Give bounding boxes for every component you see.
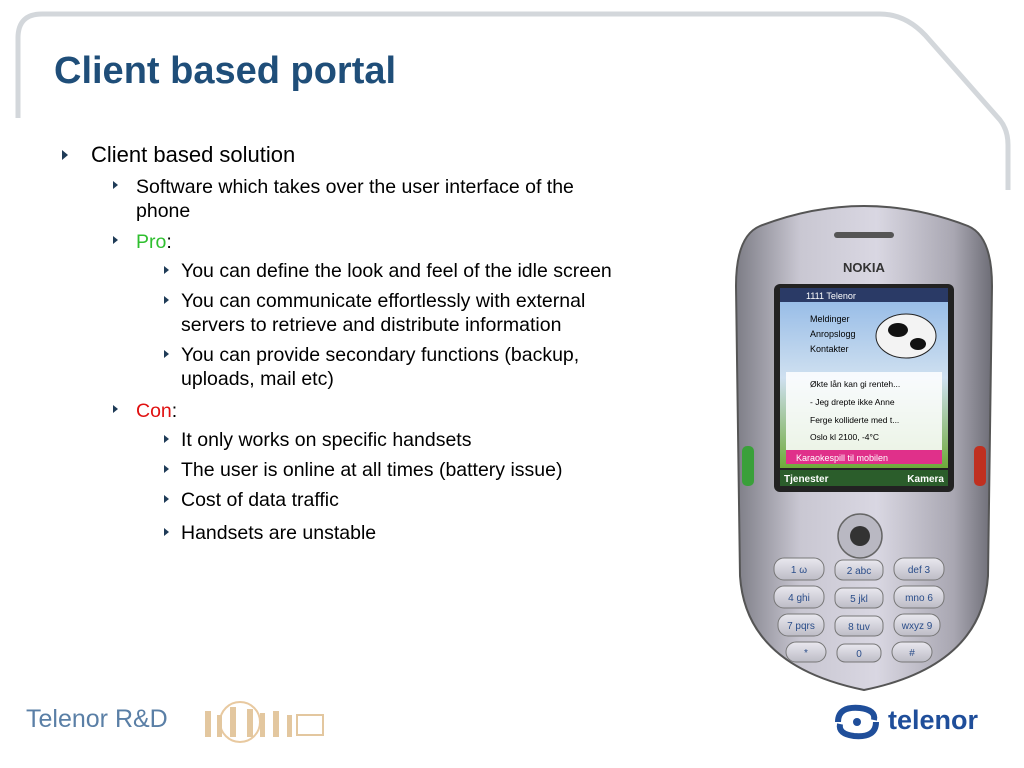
phone-news-item: Ferge kolliderte med t... <box>810 415 900 425</box>
phone-key: 8 tuv <box>848 622 870 633</box>
pro-heading <box>136 230 172 254</box>
bullet-arrow-icon <box>113 405 118 413</box>
footer-telenor-logo <box>888 705 978 736</box>
con-colon: : <box>171 400 178 422</box>
pro-item: servers to retrieve and distribute information <box>181 314 562 336</box>
con-heading <box>136 399 177 423</box>
bullet-client-based-solution: Client based solution <box>91 142 296 167</box>
phone-key: # <box>909 648 915 659</box>
phone-status: 1111 Telenor <box>806 291 856 301</box>
phone-key: 7 pqrs <box>787 621 815 632</box>
pro-label: Pro <box>136 231 167 253</box>
footer-telenor-rd-logo <box>26 705 168 734</box>
phone-softkey-right: Kamera <box>907 474 944 485</box>
pro-item: You can provide secondary functions (backup, <box>181 344 580 366</box>
phone-news-item: Økte lån kan gi renteh... <box>810 379 901 389</box>
bullet-arrow-icon <box>164 495 169 503</box>
phone-key: * <box>804 648 808 659</box>
bullet-arrow-icon <box>62 150 68 160</box>
phone-news-item: - Jeg drepte ikke Anne <box>810 397 895 407</box>
bullet-software-line1: Software which takes over the user interface of the <box>136 176 574 198</box>
pro-item: uploads, mail etc) <box>181 368 334 390</box>
footer-right-brand: telenor <box>888 705 979 735</box>
telenor-logo-icon <box>830 702 884 742</box>
phone-key: 2 abc <box>846 566 872 577</box>
con-item: It only works on specific handsets <box>181 429 472 451</box>
phone-key: wxyz 9 <box>901 621 933 632</box>
bullet-arrow-icon <box>164 435 169 443</box>
phone-softkey-left: Tjenester <box>784 474 829 485</box>
bullet-software-line2: phone <box>136 200 191 222</box>
bullet-arrow-icon <box>164 528 169 536</box>
phone-news-item: Oslo kl 2100, -4°C <box>810 432 880 442</box>
nokia-phone-image <box>730 196 998 692</box>
phone-menu-item: Anropslogg <box>810 329 856 339</box>
bullet-arrow-icon <box>113 236 118 244</box>
con-item: The user is online at all times (battery issue) <box>181 459 563 481</box>
bullet-arrow-icon <box>164 266 169 274</box>
footer-left-brand: Telenor R&D <box>26 705 168 733</box>
phone-menu-item: Meldinger <box>810 314 850 324</box>
footer-decoration-icon <box>185 697 325 747</box>
con-label: Con <box>136 400 172 422</box>
phone-key: 1 ω <box>790 565 808 576</box>
bullet-arrow-icon <box>164 296 169 304</box>
phone-menu-item: Kontakter <box>810 344 849 354</box>
page-title: Client based portal <box>54 50 397 92</box>
phone-key: 0 <box>856 649 862 660</box>
pro-colon: : <box>166 231 172 253</box>
phone-key: 4 ghi <box>788 593 810 604</box>
bullet-arrow-icon <box>164 465 169 473</box>
con-item: Cost of data traffic <box>181 489 339 511</box>
bullet-arrow-icon <box>113 181 118 189</box>
phone-banner: Karaokespill til mobilen <box>796 453 889 463</box>
pro-item: You can define the look and feel of the idle screen <box>181 260 612 282</box>
con-item: Handsets are unstable <box>181 522 377 544</box>
phone-key: mno 6 <box>905 593 933 604</box>
bullet-arrow-icon <box>164 350 169 358</box>
phone-key: 5 jkl <box>850 594 868 605</box>
phone-key: def 3 <box>907 565 931 576</box>
phone-brand: NOKIA <box>843 260 885 275</box>
pro-item: You can communicate effortlessly with external <box>181 290 586 312</box>
